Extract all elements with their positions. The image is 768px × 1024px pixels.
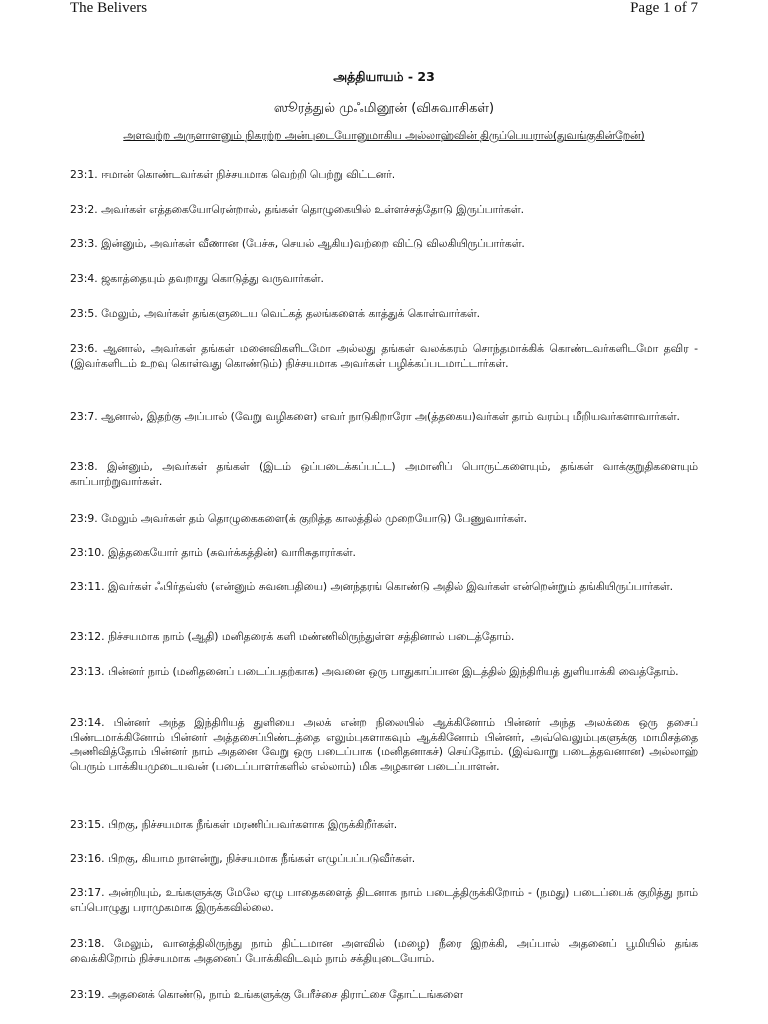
document-title: The Belivers	[70, 0, 148, 16]
verse-23-14: 23:14. பின்னர் அந்த இந்திரியத் துளியை அலக் என்ற நிலையில் ஆக்கினோம் பின்னர் அந்த அலக்கை ஒரு தசைப் பிண்டமாக்கினோம் பின்னர் அத்தசைப்பிண்டத்தை எலும்புகளாகவும் ஆக்கினோம் பின்னர், அவ்வெலும்புகளுக்கு மாமிசத்தை அணிவித்தோம் பின்னர் நாம் அதனை வேறு ஒரு படைப்பாக (மனிதனாகச்) செய்தோம். (இவ்வாறு படைத்தவனான) அல்லாஹ் பெரும் பாக்கியமுடையவன் (படைப்பாளர்களில் எல்லாம்) மிக அழகான படைப்பாளன்.	[70, 716, 698, 773]
chapter-title: அத்தியாயம் - 23	[333, 69, 435, 84]
verse-23-7: 23:7. ஆனால், இதற்கு அப்பால் (வேறு வழிகளை) எவர் நாடுகிறாரோ அ(த்தகைய)வர்கள் தாம் வரம்பு மீறியவர்களாவார்கள்.	[70, 410, 680, 423]
verse-23-16: 23:16. பிறகு, கியாம நாளன்று, நிச்சயமாக நீங்கள் எழுப்பப்படுவீர்கள்.	[70, 852, 416, 865]
verse-23-11: 23:11. இவர்கள் ஃபிர்தவ்ஸ் (என்னும் சுவனபதியை) அனந்தரங் கொண்டு அதில் இவர்கள் என்றென்றும் தங்கியிருப்பார்கள்.	[70, 580, 674, 593]
verse-23-10: 23:10. இத்தகையோர் தாம் (சுவர்க்கத்தின்) வாரிசுதாரர்கள்.	[70, 546, 356, 559]
page-header	[0, 0, 768, 20]
verse-23-12: 23:12. நிச்சயமாக நாம் (ஆதி) மனிதரைக் களி மண்ணிலிருந்துள்ள சத்தினால் படைத்தோம்.	[70, 630, 515, 643]
verse-23-2: 23:2. அவர்கள் எத்தகையோரென்றால், தங்கள் தொழுகையில் உள்ளச்சத்தோடு இருப்பார்கள்.	[70, 203, 525, 216]
page-number: Page 1 of 7	[630, 0, 698, 16]
verse-23-13: 23:13. பின்னர் நாம் (மனிதனைப் படைப்பதற்காக) அவனை ஒரு பாதுகாப்பான இடத்தில் இந்திரியத் துளியாக்கி வைத்தோம்.	[70, 665, 679, 678]
verse-23-8: 23:8. இன்னும், அவர்கள் தங்கள் (இடம் ஒப்படைக்கப்பட்ட) அமானிப் பொருட்களையும், தங்கள் வாக்குறுதிகளையும் காப்பாற்றுவார்கள்.	[70, 460, 698, 488]
verse-23-18: 23:18. மேலும், வானத்திலிருந்து நாம் திட்டமான அளவில் (மழை) நீரை இறக்கி, அப்பால் அதனைப் பூமியில் தங்க வைக்கிறோம் நிச்சயமாக அதனைப் போக்கிவிடவும் நாம் சக்தியுடையோம்.	[70, 937, 698, 965]
verse-23-6: 23:6. ஆனால், அவர்கள் தங்கள் மனைவிகளிடமோ அல்லது தங்கள் வலக்கரம் சொந்தமாக்கிக் கொண்டவர்களிடமோ தவிர - (இவர்களிடம் உறவு கொள்வது கொண்டும்) நிச்சயமாக அவர்கள் பழிக்கப்படமாட்டார்கள்.	[70, 342, 698, 370]
verse-23-9: 23:9. மேலும் அவர்கள் தம் தொழுகைகளை(க் குறித்த காலத்தில் முறையோடு) பேணுவார்கள்.	[70, 512, 528, 525]
opening-invocation: அளவற்ற அருளாளனும் நிகரற்ற அன்புடையோனுமாகிய அல்லாஹ்வின் திருப்பெயரால்(துவங்குகின்றேன்)	[123, 129, 645, 142]
verse-23-5: 23:5. மேலும், அவர்கள் தங்களுடைய வெட்கத் தலங்களைக் காத்துக் கொள்வார்கள்.	[70, 307, 481, 320]
verse-23-1: 23:1. ஈமான் கொண்டவர்கள் நிச்சயமாக வெற்றி பெற்று விட்டனர்.	[70, 168, 396, 181]
verse-23-15: 23:15. பிறகு, நிச்சயமாக நீங்கள் மரணிப்பவர்களாக இருக்கிறீர்கள்.	[70, 818, 398, 831]
sura-title: ஸூரத்துல் முஃமினூன் (விசுவாசிகள்)	[273, 101, 495, 116]
verse-23-4: 23:4. ஜகாத்தையும் தவறாது கொடுத்து வருவார்கள்.	[70, 272, 324, 285]
title-block	[70, 68, 698, 144]
verse-23-3: 23:3. இன்னும், அவர்கள் வீணான (பேச்சு, செயல் ஆகிய)வற்றை விட்டு விலகியிருப்பார்கள்.	[70, 237, 525, 250]
verse-23-17: 23:17. அன்றியும், உங்களுக்கு மேலே ஏழு பாதைகளைத் திடனாக நாம் படைத்திருக்கிறோம் - (நமது) படைப்பைக் குறித்து நாம் எப்பொழுது பராமுகமாக இருக்கவில்லை.	[70, 886, 698, 914]
verse-23-19: 23:19. அதனைக் கொண்டு, நாம் உங்களுக்கு பேரீச்சை திராட்சை தோட்டங்களை	[70, 988, 463, 1001]
